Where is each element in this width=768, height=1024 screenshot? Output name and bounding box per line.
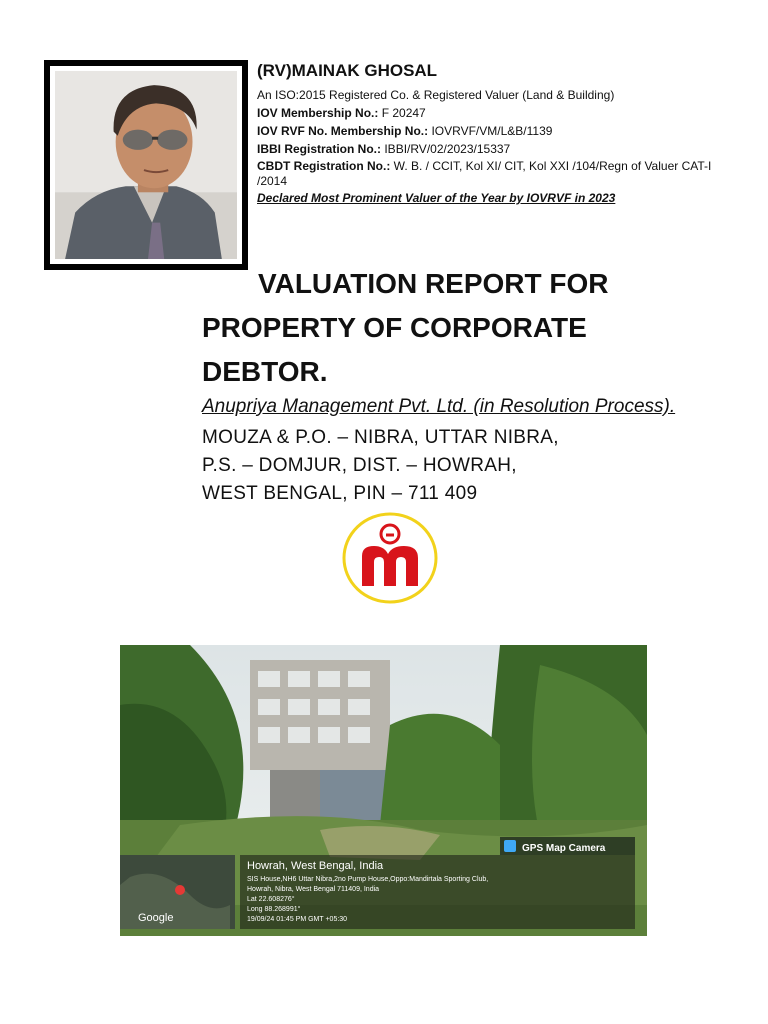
building-structure	[250, 660, 390, 770]
iov-rvf-value: IOVRVF/VM/L&B/1139	[428, 124, 553, 138]
company-name: Anupriya Management Pvt. Ltd. (in Resolution Process).	[202, 396, 676, 417]
iso-line: An ISO:2015 Registered Co. & Registered Valuer (Land & Building)	[257, 88, 615, 102]
gps-address-1: SIS House,NH6 Uttar Nibra,2no Pump House,Oppo:Mandirtala Sporting Club,	[247, 876, 489, 883]
title-line-1: VALUATION REPORT FOR	[258, 268, 609, 299]
google-label: Google	[138, 912, 174, 924]
valuer-credentials	[257, 61, 737, 205]
gps-badge: GPS Map Camera	[522, 843, 606, 854]
gps-location: Howrah, West Bengal, India	[247, 860, 384, 872]
gps-datetime: 19/09/24 01:45 PM GMT +05:30	[247, 916, 348, 923]
iov-membership-value: F 20247	[378, 106, 426, 120]
title-line-3: DEBTOR.	[202, 356, 328, 387]
address-line-2: P.S. – DOMJUR, DIST. – HOWRAH,	[202, 455, 517, 476]
valuer-portrait-image	[55, 71, 237, 259]
company-logo	[342, 512, 438, 604]
cbdt-line	[257, 158, 737, 189]
gps-longitude: Long 88.268991°	[247, 906, 301, 913]
map-pin-icon	[175, 885, 185, 895]
gps-latitude: Lat 22.608276°	[247, 896, 295, 903]
site-photo	[120, 645, 647, 936]
cbdt-value: W. B. / CCIT, Kol XI/ CIT, Kol XXI /104/Regn of Valuer CAT-I /2014	[257, 159, 712, 188]
address-line-3: WEST BENGAL, PIN – 711 409	[202, 483, 478, 504]
iov-rvf-label: IOV RVF No. Membership No.:	[257, 124, 429, 138]
address-line-1: MOUZA & P.O. – NIBRA, UTTAR NIBRA,	[202, 427, 559, 448]
valuer-name: (RV)MAINAK GHOSAL	[257, 61, 438, 80]
ibbi-label: IBBI Registration No.:	[257, 142, 382, 156]
ibbi-value: IBBI/RV/02/2023/15337	[381, 142, 511, 156]
iov-rvf-line	[257, 122, 737, 140]
report-title	[202, 262, 682, 394]
cbdt-label: CBDT Registration No.:	[257, 159, 391, 173]
declared-award: Declared Most Prominent Valuer of the Year by IOVRVF in 2023	[257, 191, 616, 205]
iov-membership-label: IOV Membership No.:	[257, 106, 379, 120]
ibbi-line	[257, 140, 737, 158]
camera-icon	[504, 840, 516, 852]
property-address	[202, 424, 559, 508]
title-line-2: PROPERTY OF CORPORATE	[202, 312, 587, 343]
gps-address-2: Howrah, Nibra, West Bengal 711409, India	[247, 886, 380, 893]
valuer-portrait-frame	[44, 60, 248, 270]
iov-membership-line	[257, 104, 737, 122]
